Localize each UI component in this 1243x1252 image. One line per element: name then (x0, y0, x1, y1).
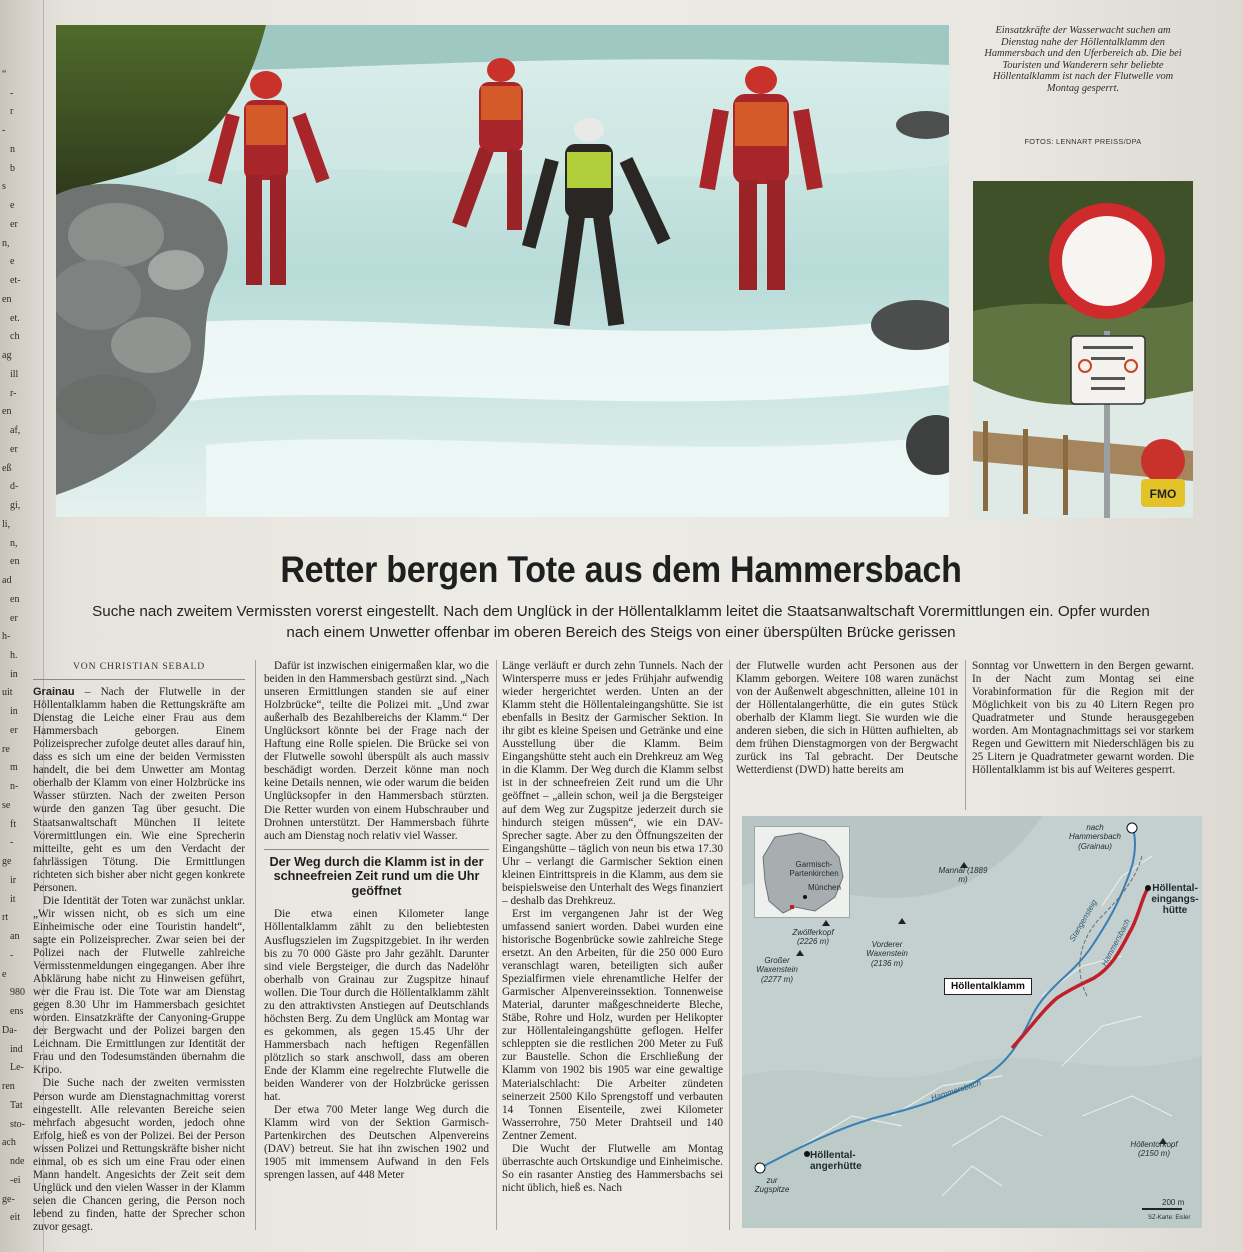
adjacent-text-fragment: li, (2, 518, 11, 530)
article-paragraph: Die Identität der Toten war zunächst unklar. „Wir wissen nicht, ob es sich um eine Einheimische oder eine Touristin handelt“, sagte ein Polizeisprecher. Zwar seien bei der Polizei nach der Flutwelle zahlreiche Vermisstenmeldungen eingegangen. Aber ihre Abklärung habe nicht zu Hinweisen geführt, wer die Frau ist. Die Tote war am Dienstag gegen 8.30 Uhr im Hammersbach gesichtet worden. Einsatzkräfte der Canyoning-Gruppe der Bergwacht und der Polizei bargen den Leichnam. Die Ermittlungen zur Identität der Frau und den Todesumständen übernahm die Kripo. (33, 894, 245, 1077)
article-column-3 (502, 660, 723, 1235)
adjacent-text-fragment: rt (2, 912, 9, 924)
adjacent-text-fragment: e (10, 256, 15, 268)
article-column-4 (736, 660, 958, 810)
adjacent-text-fragment: d- (10, 481, 19, 493)
article-paragraph: Erst im vergangenen Jahr ist der Weg umfassend saniert worden. Dabei wurden eine historische Bogenbrücke sowie zahlreiche Stege ersetzt. An den Arbeiten, für die 250 000 Euro veranschlagt waren, beteiligten sich außer Spezialfirmen viele ehrenamtliche Helfer der Garmischer Alpenvereinssektion. Tonnenweise Material, darunter maßgeschneiderte Bleche, Stäbe, Rohre und Holz, wurden per Helikopter zur Höllentaleingangshütte geflogen. Helfer schleppten sie die restlichen 200 Meter zu Fuß zur Baustelle. Schon die Erschließung der Klamm von 1902 bis 1905 war eine gewaltige Materialschlacht: Die Arbeiter zündeten seinerzeit 2500 Kilo Sprengstoff und verbauten 14 Tonnen Eisenteile, zwei Kilometer Wasserrohre, 750 Meter Drahtseil und 140 Zentner Zement. (502, 907, 723, 1142)
article-paragraph: der Flutwelle wurden acht Personen aus der Klamm geborgen. Weitere 108 waren zunächst von der Außenwelt abgeschnitten, alleine 101 in der Höllentalangerhütte, die ein gutes Stück oberhalb der Klamm liegt. Sie wurden wie die anderen sieben, die sich in Hütten aufhielten, ab dem frühen Dienstagmorgen von der Bergwacht zurück ins Tal gebracht. Der Deutsche Wetterdienst (DWD) hatte bereits am (736, 660, 958, 777)
adjacent-text-fragment: en (10, 556, 20, 568)
byline: VON CHRISTIAN SEBALD (72, 661, 206, 672)
map-label-angerhuette: Höllental-angerhütte (810, 1150, 862, 1172)
adjacent-text-fragment: er (10, 218, 18, 230)
map-label-eingangshuette: Höllental-eingangs-hütte (1151, 883, 1199, 916)
map-scale-label: 200 m (1162, 1198, 1185, 1207)
section-rule (264, 849, 489, 850)
adjacent-text-fragment: se (2, 799, 11, 811)
adjacent-text-fragment: ens (10, 1006, 24, 1018)
photo-caption: Einsatzkräfte der Wasserwacht suchen am Dienstag nahe der Höllentalklamm den Hammersbach und den Uferbereich ab. Die bei Touristen und Wanderern sehr beliebte Höllentalklamm ist nach der Flutwelle vom Montag gesperrt. (984, 25, 1182, 94)
article-subheadline: Suche nach zweitem Vermissten vorerst eingestellt. Nach dem Unglück in der Höllentalklamm leitet die Staatsanwaltschaft Vorermittlungen ein. Opfer wurden nach einem Unwetter offenbar im oberen Bereich des Steigs von einer überspülten Brücke gerissen (92, 603, 1150, 641)
adjacent-text-fragment: n- (10, 781, 19, 793)
article-headline: Retter bergen Tote aus dem Hammersbach (280, 549, 962, 590)
adjacent-text-fragment: en (2, 293, 12, 305)
map-label-grosser-waxenstein: Großer Waxenstein (2277 m) (756, 956, 798, 984)
adjacent-text-fragment: ag (2, 350, 12, 362)
main-photo-rescuers (56, 25, 949, 517)
adjacent-text-fragment: 980 (10, 987, 25, 999)
adjacent-text-fragment: sto- (10, 1118, 25, 1130)
map-label-hammersbach-river: Hammersbach (929, 1078, 983, 1103)
map-credit: SZ-Karte: Eisler (1148, 1215, 1191, 1221)
adjacent-text-fragment: ad (2, 575, 12, 587)
adjacent-text-fragment: ge- (2, 1193, 15, 1205)
map-label-stangensteig: Stangensteig (1067, 898, 1099, 944)
column-rule (255, 660, 256, 1230)
adjacent-text-fragment: er (10, 612, 18, 624)
adjacent-text-fragment: - (2, 125, 6, 137)
adjacent-text-fragment: - (10, 949, 14, 961)
adjacent-text-fragment: en (2, 406, 12, 418)
inset-label-muenchen: München (808, 883, 841, 892)
adjacent-text-fragment: re (2, 743, 10, 755)
adjacent-text-fragment: n, (2, 237, 10, 249)
adjacent-text-fragment: eit (10, 1212, 20, 1224)
article-paragraph: Der etwa 700 Meter lange Weg durch die Klamm wird von der Sektion Garmisch-Partenkirchen des Deutschen Alpenvereins (DAV) betreut. Sie hat ihn zwischen 1902 und 1905 mit immensem Aufwand in den Fels sprengen lassen, auf 448 Meter (264, 1104, 489, 1182)
column-rule (496, 660, 497, 1230)
article-paragraph: Länge verläuft er durch zehn Tunnels. Nach der Wintersperre muss er jedes Frühjahr aufwendig wieder hergerichtet werden. Unten an der Klamm steht die Höllentaleingangshütte. Sie ist ebenfalls in Besitz der Garmischer Sektion. In ihr gibt es kleine Speisen und Getränke und eine Ausstellung über die Klamm. Beim Eingangshütte steht auch ein Drehkreuz am Weg in die Klamm. Der Weg durch die Klamm selbst ist in der schneefreien Zeit rund um die Uhr geöffnet – „allein schon, weil ja die Bergsteiger auf dem Weg zur Zugspitze jederzeit durch sie hindurch steigen müssen“, wie ein DAV-Sprecher sagte. Aber zu den Öffnungszeiten der Eingangshütte – täglich von neun bis etwa 17.30 Uhr – verlangt die Garmischer Sektion einen kleinen Eintrittspreis in die Klamm, aus dem sie beispielsweise den Unterhalt des Wegs finanziert – deshalb das Drehkreuz. (502, 660, 723, 907)
adjacent-text-fragment: Le- (10, 1062, 24, 1074)
article-paragraph: Sonntag vor Unwettern in den Bergen gewarnt. In der Nacht zum Montag sei eine Vorabinformation für die Region mit der Möglichkeit von bis zu 40 Litern Regen pro Quadratmeter und Stunde herausgegeben worden. Am Montagnachmittags sei vor starkem Regen und Gewittern mit Niederschlägen bis zu 25 Litern je Quadratmeter gewarnt worden. Die Höllentalklamm ist bis auf Weiteres gesperrt. (972, 660, 1194, 777)
adjacent-text-fragment: h- (2, 631, 11, 643)
adjacent-text-fragment: ft (10, 818, 17, 830)
map-label-hammersbach-town: nach Hammersbach (Grainau) (1068, 823, 1121, 851)
adjacent-text-fragment: n (10, 143, 15, 155)
adjacent-text-fragment: ir (10, 874, 17, 886)
adjacent-text-fragment: ch (10, 331, 20, 343)
adjacent-text-fragment: r- (10, 387, 17, 399)
column-rule (965, 660, 966, 810)
adjacent-text-fragment: gi, (10, 500, 21, 512)
map-label-zugspitze: zur Zugspitze (754, 1176, 790, 1195)
photo-credit: FOTOS: LENNART PREISS/DPA (1024, 137, 1142, 146)
map-label-vorderer-waxenstein: Vorderer Waxenstein (2136 m) (866, 940, 908, 968)
map-label-mandl: Mannal (1889 m) (938, 866, 988, 885)
map-label-hoellentalklamm: Höllentalklamm (944, 978, 1032, 995)
article-paragraph: Die Wucht der Flutwelle am Montag überraschte auch Ortskundige und Einheimische. So ein rasanter Anstieg des Hammersbachs sei nicht üblich, hieß es. Nach (502, 1142, 723, 1194)
adjacent-text-fragment: en (10, 593, 20, 605)
adjacent-text-fragment: ren (2, 1081, 15, 1093)
adjacent-text-fragment: nde (10, 1156, 25, 1168)
adjacent-text-fragment: h. (10, 650, 18, 661)
adjacent-text-fragment: uit (2, 687, 13, 699)
adjacent-text-fragment: er (10, 724, 18, 736)
adjacent-text-fragment: ind (10, 1043, 23, 1055)
adjacent-text-fragment: e (10, 200, 15, 212)
article-column-2 (264, 660, 489, 1235)
adjacent-text-fragment: m (10, 762, 18, 774)
article-paragraph: Die Suche nach der zweiten vermissten Person wurde am Dienstagnachmittag vorerst eingestellt. Alle relevanten Bereiche seien mehrfach abgesucht worden, jedoch ohne Erfolg, hieß es von der Polizei. Bei der Person wissen Polizei und Rettungskräfte bisher nicht einmal, ob es sich um eine Frau oder einen Mann handelt. Angesichts der Zeit seit dem Unglück und den vielen Wasser in der Klamm seien die Chancen gering, die Person noch lebend zu finden, hatte der Sprecher schon zuvor gesagt. (33, 1077, 245, 1233)
adjacent-text-fragment: ach (2, 1137, 16, 1149)
adjacent-text-fragment: in (10, 706, 18, 718)
column-rule (729, 660, 730, 1230)
map-label-zwoelferkopf: Zwölferkopf (2226 m) (792, 928, 834, 947)
map-label-hammersbach-river-upper: Hammersbach (1099, 917, 1133, 968)
adjacent-text-fragment: et- (10, 275, 21, 287)
closure-sign-photo (973, 181, 1193, 518)
adjacent-text-fragment: er (10, 443, 18, 455)
article-column-1 (33, 660, 245, 1235)
adjacent-text-fragment: in (10, 668, 18, 680)
adjacent-text-fragment: Da- (2, 1024, 17, 1036)
adjacent-text-fragment: an (10, 931, 20, 943)
adjacent-text-fragment: - (10, 837, 14, 849)
adjacent-text-fragment: - (10, 87, 14, 99)
adjacent-text-fragment: b (10, 162, 15, 174)
map-label-hoellentorkopf: Höllentorkopf (2150 m) (1130, 1140, 1178, 1159)
article-paragraph: Dafür ist inzwischen einigermaßen klar, wo die beiden in den Hammersbach gestürzt sind. „Nach unseren Ermittlungen standen sie auf einer Holzbrücke“, teilte die Polizei mit. „Und zwar außerhalb des Bezahlbereichs der Klamm.“ Der Unglücksort könnte bei der Frage nach der Haftung eine Rolle spielen. Die Brücke sei von der Flutwelle sowohl überspült als auch massiv beschädigt worden. Derzeit könne man noch keine Details nennen, wie oder warum die beiden Unglücksopfer in den Hammersbach stürzten. Die Retter wurden von einem Hubschrauber und Drohnen unterstützt. Der Hammersbach führte auch am Dienstag noch relativ viel Wasser. (264, 660, 489, 842)
inset-label-garmisch: Garmisch-Partenkirchen (789, 860, 839, 879)
adjacent-text-fragment: n, (10, 537, 18, 549)
section-subheading: Der Weg durch die Klamm ist in der schneefreien Zeit rund um die Uhr geöffnet (269, 854, 484, 898)
article-column-5 (972, 660, 1194, 810)
adjacent-text-fragment: eß (2, 462, 12, 474)
article-paragraph: Grainau – Nach der Flutwelle in der Höllentalklamm haben die Rettungskräfte am Dienstag die Leiche einer Frau aus dem Hammersbach geborgen. Einem Polizeisprecher zufolge deutet alles darauf hin, dass es sich um eine der beiden Vermissten handelt, die bei dem Unwetter am Montag oberhalb der Klamm von einer Holzbrücke ins Wasser stürzten. Nach der zweiten Person wurde den ganzen Tag über gesucht. Die Staatsanwaltschaft München II leitete Vorermittlungen ein. Wie eine Sprecherin mitteilte, geht es um den Verdacht der fahrlässigen Tötung. Die Ermittlungen richteten sich bisher aber nicht gegen konkrete Personen. (33, 686, 245, 894)
adjacent-text-fragment: r (10, 106, 14, 118)
adjacent-text-fragment: Tat (10, 1099, 23, 1111)
byline-rule (33, 679, 245, 680)
adjacent-text-fragment: ge (2, 856, 12, 868)
article-paragraph: Die etwa einen Kilometer lange Höllentalklamm zählt zu den beliebtesten Ausflugszielen im Zugspitzgebiet. In ihr werden bis zu 70 000 Gäste pro Jahr gezählt. Darunter sind viele Bergsteiger, die durch das Nadelöhr oberhalb von Grainau zur Zugspitze hinauf wollen. Die Tour durch die Höllentalklamm zählt zu den attraktivsten Anstiegen auf Deutschlands höchsten Berg. Zu dem Unglück am Montag war es gekommen, als gegen 15.45 Uhr der Hammersbach nach heftigen Regenfällen plötzlich so stark anschwoll, dass am oberen Ende der Klamm eine regelrechte Flutwelle die beiden Wanderer von der Holzbrücke gerissen hat. (264, 908, 489, 1104)
adjacent-text-fragment: ill (10, 368, 19, 380)
adjacent-text-fragment: it (10, 893, 16, 905)
dateline: Grainau (33, 686, 75, 699)
adjacent-text-fragment: af, (10, 425, 21, 437)
adjacent-text-fragment: s (2, 181, 6, 193)
adjacent-text-fragment: et. (10, 312, 20, 324)
adjacent-text-fragment: “ (2, 69, 7, 80)
adjacent-text-fragment: e (2, 968, 7, 980)
adjacent-text-fragment: -ei (10, 1174, 21, 1186)
sign-plate-text: FMO (1149, 487, 1177, 501)
